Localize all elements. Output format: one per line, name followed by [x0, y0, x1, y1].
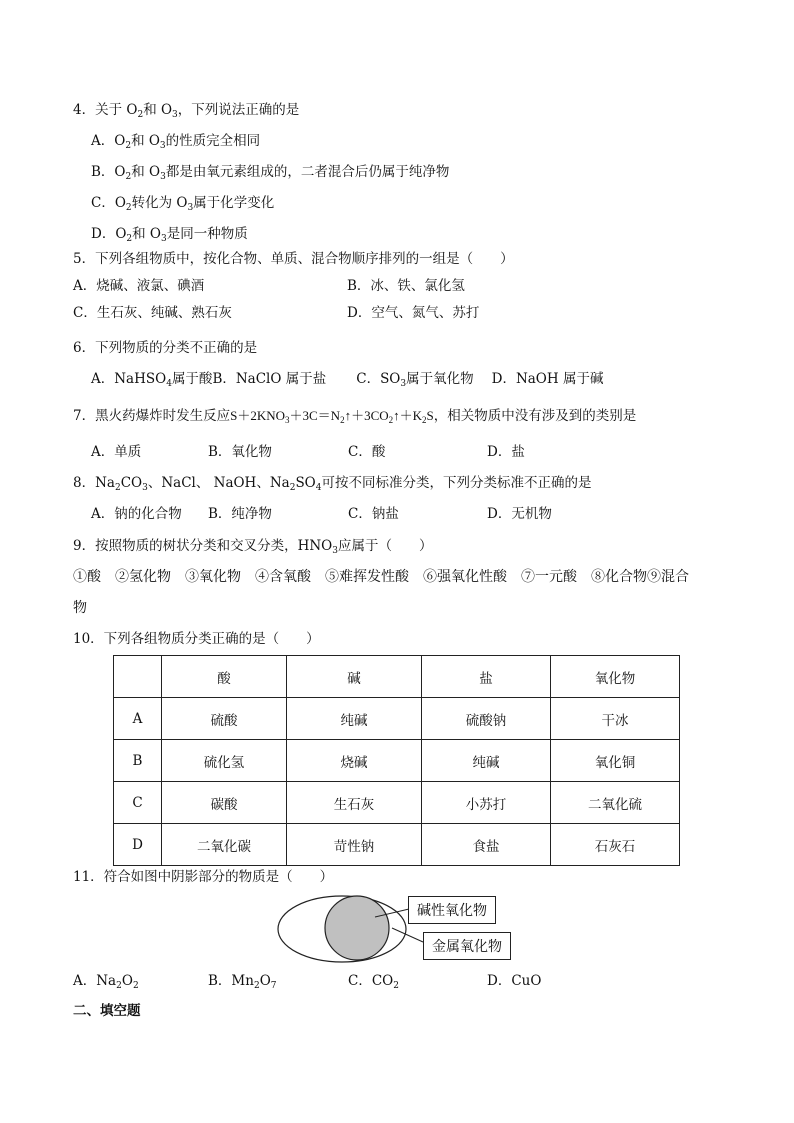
q9-options-wrap: 物	[73, 600, 87, 616]
q6-option-c: C．$SO_3$属于氧化物	[356, 371, 474, 389]
q7-stem: 7．黑火药爆炸时发生反应$S+2KNO_3+3C=N_2↑+3CO_2↑+K_2S$，相关物质中没有涉及到的类别是	[73, 408, 637, 425]
q7-equation: $S+2KNO_3+3C=N_2↑+3CO_2↑+K_2S$	[230, 408, 434, 425]
table-row	[114, 782, 680, 824]
table-header-cell: 盐	[422, 656, 551, 698]
q11-stem: 11．符合如图中阴影部分的物质是（ ）	[73, 869, 334, 885]
pointer-outer	[392, 928, 423, 942]
table-cell: 硫酸钠	[422, 698, 551, 740]
q4-option-c: C．$O_2$转化为 $O_3$属于化学变化	[91, 195, 275, 213]
table-row	[114, 740, 680, 782]
table-cell: 小苏打	[422, 782, 551, 824]
classification-table	[113, 655, 680, 866]
q11-option-a: A．$Na_2O_2$	[73, 973, 139, 991]
q4-option-b: B．$O_2$和 $O_3$都是由氧元素组成的，二者混合后仍属于纯净物	[91, 164, 450, 182]
table-cell: 食盐	[422, 824, 551, 866]
table-cell: D	[114, 824, 162, 866]
table-cell: 纯碱	[422, 740, 551, 782]
q9-stem: 9．按照物质的树状分类和交叉分类，$HNO_3$应属于（ ）	[73, 538, 433, 556]
q5-option-b: B．冰、铁、氯化氢	[347, 278, 465, 294]
pointer-inner	[375, 909, 409, 917]
outer-ellipse	[278, 896, 406, 962]
table-cell: 烧碱	[287, 740, 422, 782]
q5-option-d: D．空气、氮气、苏打	[347, 305, 480, 321]
q8-option-a: A．钠的化合物	[91, 506, 182, 522]
q11-option-b: B．$Mn_2O_7$	[208, 973, 277, 991]
table-cell: 氧化铜	[551, 740, 680, 782]
table-cell: 苛性钠	[287, 824, 422, 866]
table-cell: 二氧化硫	[551, 782, 680, 824]
q7-option-a: A．单质	[91, 444, 142, 460]
table-row	[114, 698, 680, 740]
table-cell: A	[114, 698, 162, 740]
table-header-cell: 碱	[287, 656, 422, 698]
table-header-cell	[114, 656, 162, 698]
q8-option-b: B．纯净物	[208, 506, 272, 522]
q7-option-b: B．氧化物	[208, 444, 272, 460]
table-header-cell: 氧化物	[551, 656, 680, 698]
q6-option-a: A．NaHSO$_4$属于酸	[91, 371, 213, 389]
section-heading: 二、填空题	[73, 1003, 141, 1019]
table-cell: 二氧化碳	[162, 824, 287, 866]
q8-option-c: C．钠盐	[348, 506, 399, 522]
table-cell: 纯碱	[287, 698, 422, 740]
table-row	[114, 824, 680, 866]
q10-stem: 10．下列各组物质分类正确的是（ ）	[73, 631, 320, 647]
table-header-cell: 酸	[162, 656, 287, 698]
metal-oxide-label: 金属氧化物	[423, 932, 511, 960]
q7-option-d: D．盐	[487, 444, 525, 460]
q6-stem: 6．下列物质的分类不正确的是	[73, 340, 258, 356]
table-cell: 干冰	[551, 698, 680, 740]
q11-option-c: C．$CO_2$	[348, 973, 399, 991]
q7-option-c: C．酸	[348, 444, 386, 460]
q6-option-b: B．NaClO 属于盐	[212, 371, 327, 387]
q5-option-a: A．烧碱、液氯、碘酒	[73, 278, 205, 294]
table-cell: 碳酸	[162, 782, 287, 824]
table-cell: 硫化氢	[162, 740, 287, 782]
q11-option-d: D．CuO	[487, 973, 542, 989]
q6-options	[91, 370, 603, 388]
q5-option-c: C．生石灰、纯碱、熟石灰	[73, 305, 232, 321]
q4-stem: 4．关于 $O_2$和 $O_3$，下列说法正确的是	[73, 102, 300, 120]
q8-stem: 8．$Na_2CO_3$、NaCl、 NaOH、$Na_2SO_4$可按不同标准分类，下列分类标准不正确的是	[73, 475, 592, 493]
q4-option-d: D．$O_2$和 $O_3$是同一种物质	[91, 226, 248, 244]
q6-option-d: D．NaOH 属于碱	[491, 371, 604, 387]
q4-option-a: A．$O_2$和 $O_3$的性质完全相同	[91, 133, 261, 151]
q5-stem: 5．下列各组物质中，按化合物、单质、混合物顺序排列的一组是（ ）	[73, 251, 514, 267]
q8-option-d: D．无机物	[487, 506, 552, 522]
table-header-row	[114, 656, 680, 698]
table-cell: 石灰石	[551, 824, 680, 866]
basic-oxide-label: 碱性氧化物	[408, 896, 496, 924]
table-cell: C	[114, 782, 162, 824]
table-cell: 生石灰	[287, 782, 422, 824]
q9-options: ①酸 ②氢化物 ③氧化物 ④含氧酸 ⑤难挥发性酸 ⑥强氧化性酸 ⑦一元酸 ⑧化合物⑨混合	[73, 569, 689, 585]
table-cell: B	[114, 740, 162, 782]
shaded-inner-circle	[325, 896, 389, 960]
table-cell: 硫酸	[162, 698, 287, 740]
